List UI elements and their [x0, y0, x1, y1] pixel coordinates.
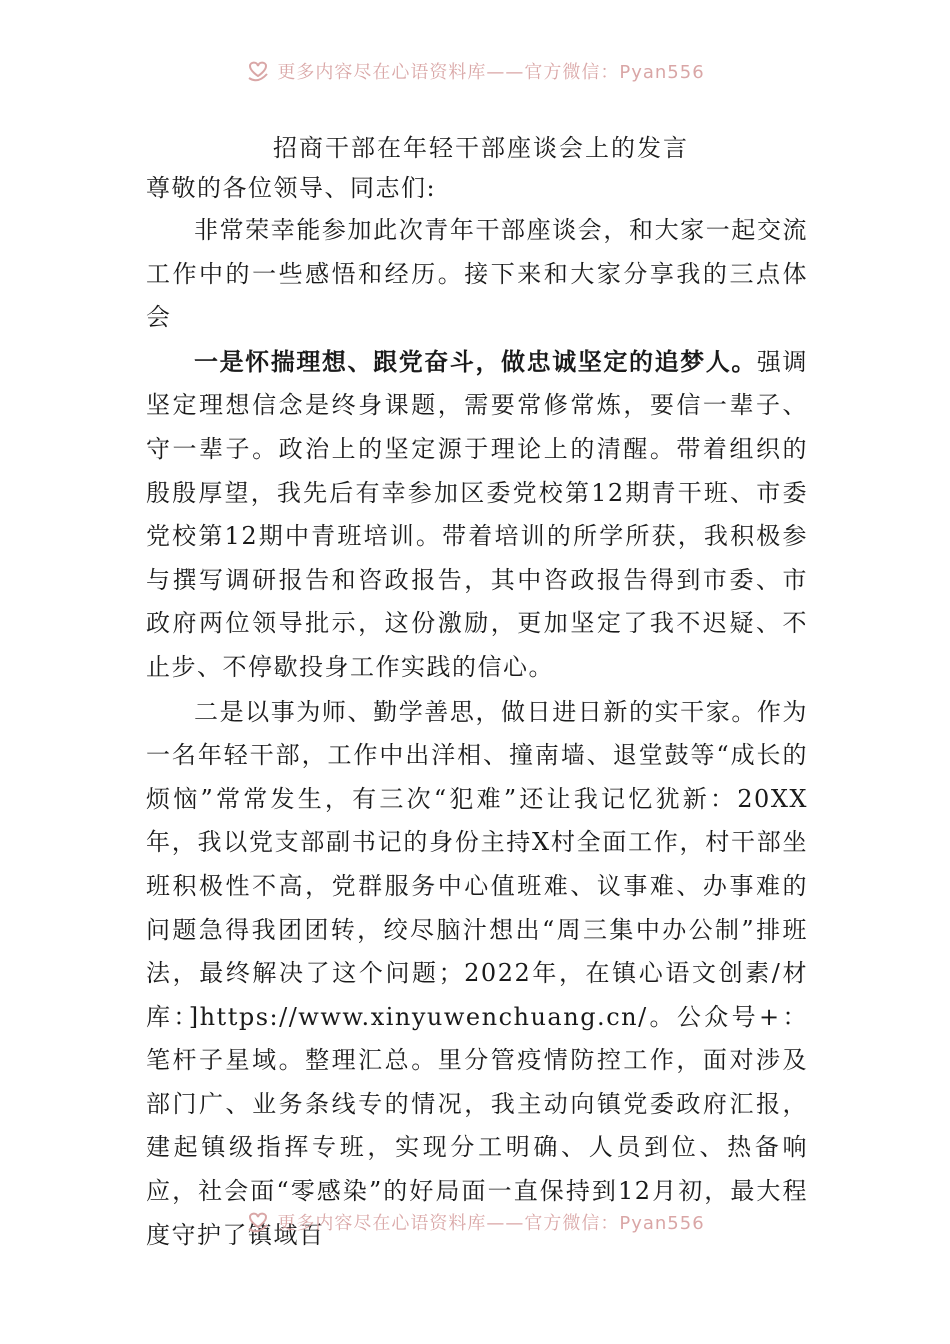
paragraph-1-text: 非常荣幸能参加此次青年干部座谈会，和大家一起交流工作中的一些感悟和经历。接下来和大家分享我的三点体会 [146, 216, 808, 332]
paragraph-3 [146, 690, 808, 1258]
document-title: 招商干部在年轻干部座谈会上的发言 [273, 134, 689, 162]
watermark-text: 更多内容尽在心语资料库——官方微信：Pyan556 [277, 62, 705, 83]
document-body [146, 128, 808, 1257]
watermark-text: 更多内容尽在心语资料库——官方微信：Pyan556 [277, 1213, 705, 1234]
brand-logo-icon [245, 58, 271, 84]
paragraph-2 [146, 340, 808, 690]
brand-logo-icon [245, 1209, 271, 1235]
paragraph-1 [146, 208, 808, 340]
paragraph-3-text: 二是以事为师、勤学善思，做日进日新的实干家。作为一名年轻干部，工作中出洋相、撞南墙、退堂鼓等“成长的烦恼”常常发生，有三次“犯难”还让我记忆犹新：20XX年，我以党支部副书记的身份主持X村全面工作，村干部坐班积极性不高，党群服务中心值班难、议事难、办事难的问题急得我团团转，绞尽脑汁想出“周三集中办公制”排班法，最终解决了这个问题；2022年，在镇心语文创素/材库：]https://www.xinyuwenchuang.cn/。公众号+：笔杆子星域。整理汇总。里分管疫情防控工作，面对涉及部门广、业务条线专的情况，我主动向镇党委政府汇报，建起镇级指挥专班，实现分工明确、人员到位、热备响应，社会面“零感染”的好局面一直保持到12月初，最大程度守护了镇域百 [146, 697, 808, 1249]
paragraph-2-text: 强调坚定理想信念是终身课题，需要常修常炼，要信一辈子、守一辈子。政治上的坚定源于理论上的清醒。带着组织的殷殷厚望，我先后有幸参加区委党校第12期青干班、市委党校第12期中青班培训。带着培训的所学所获，我积极参与撰写调研报告和咨政报告，其中咨政报告得到市委、市政府两位领导批示，这份激励，更加坚定了我不迟疑、不止步、不停歇投身工作实践的信心。 [146, 347, 809, 681]
footer-watermark [0, 1207, 950, 1237]
header-watermark [0, 56, 950, 86]
salutation: 尊敬的各位领导、同志们: [146, 174, 437, 202]
paragraph-2-lead: 一是怀揣理想、跟党奋斗，做忠诚坚定的追梦人。 [194, 346, 757, 376]
